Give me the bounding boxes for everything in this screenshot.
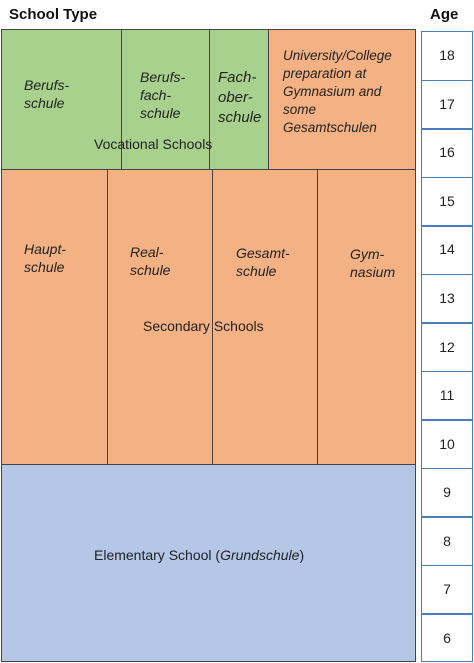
- age-cell-12: 12: [439, 338, 455, 355]
- university-prep-label: University/College preparation at Gymnasium and some Gesamtschulen: [283, 48, 392, 135]
- age-divider: [421, 419, 473, 421]
- age-header: Age: [430, 6, 459, 23]
- age-divider: [421, 371, 473, 373]
- school-type-header: School Type: [9, 6, 98, 23]
- secondary-schools-label: Secondary Schools: [143, 318, 264, 334]
- age-divider: [421, 128, 473, 130]
- gymnasium-label: Gym- nasium: [350, 246, 396, 280]
- gesamtschule-label: Gesamt- schule: [236, 245, 290, 279]
- hauptschule-box: [1, 169, 108, 465]
- fachoberschule-label: Fach- ober- schule: [218, 69, 262, 126]
- age-divider: [421, 177, 473, 179]
- age-cell-7: 7: [443, 581, 451, 598]
- age-divider: [421, 225, 473, 227]
- age-divider: [421, 613, 473, 615]
- gymnasium-box: [317, 169, 416, 465]
- age-cell-8: 8: [443, 532, 451, 549]
- berufsfachschule-label: Berufs- fach- schule: [140, 69, 186, 121]
- age-divider: [421, 516, 473, 518]
- age-divider: [421, 565, 473, 567]
- age-divider: [421, 322, 473, 324]
- vocational-schools-label: Vocational Schools: [94, 136, 213, 152]
- berufsschule-label: Berufs- schule: [24, 77, 70, 111]
- age-cell-11: 11: [439, 387, 455, 404]
- gesamtschule-box: [212, 169, 318, 465]
- age-cell-14: 14: [439, 241, 455, 258]
- elementary-school-box: [1, 464, 416, 662]
- hauptschule-label: Haupt- schule: [24, 241, 67, 275]
- age-cell-10: 10: [439, 435, 455, 452]
- age-cell-18: 18: [439, 47, 455, 64]
- realschule-label: Real- schule: [130, 244, 171, 278]
- realschule-box: [107, 169, 213, 465]
- age-divider: [421, 468, 473, 470]
- age-cell-17: 17: [439, 95, 455, 112]
- age-cell-13: 13: [439, 289, 455, 306]
- age-divider: [421, 80, 473, 82]
- age-divider: [421, 274, 473, 276]
- age-cell-16: 16: [439, 144, 455, 161]
- age-cell-6: 6: [443, 629, 451, 646]
- elementary-school-label: Elementary School (Grundschule): [94, 547, 305, 563]
- age-cell-9: 9: [443, 484, 451, 501]
- age-cell-15: 15: [439, 192, 455, 209]
